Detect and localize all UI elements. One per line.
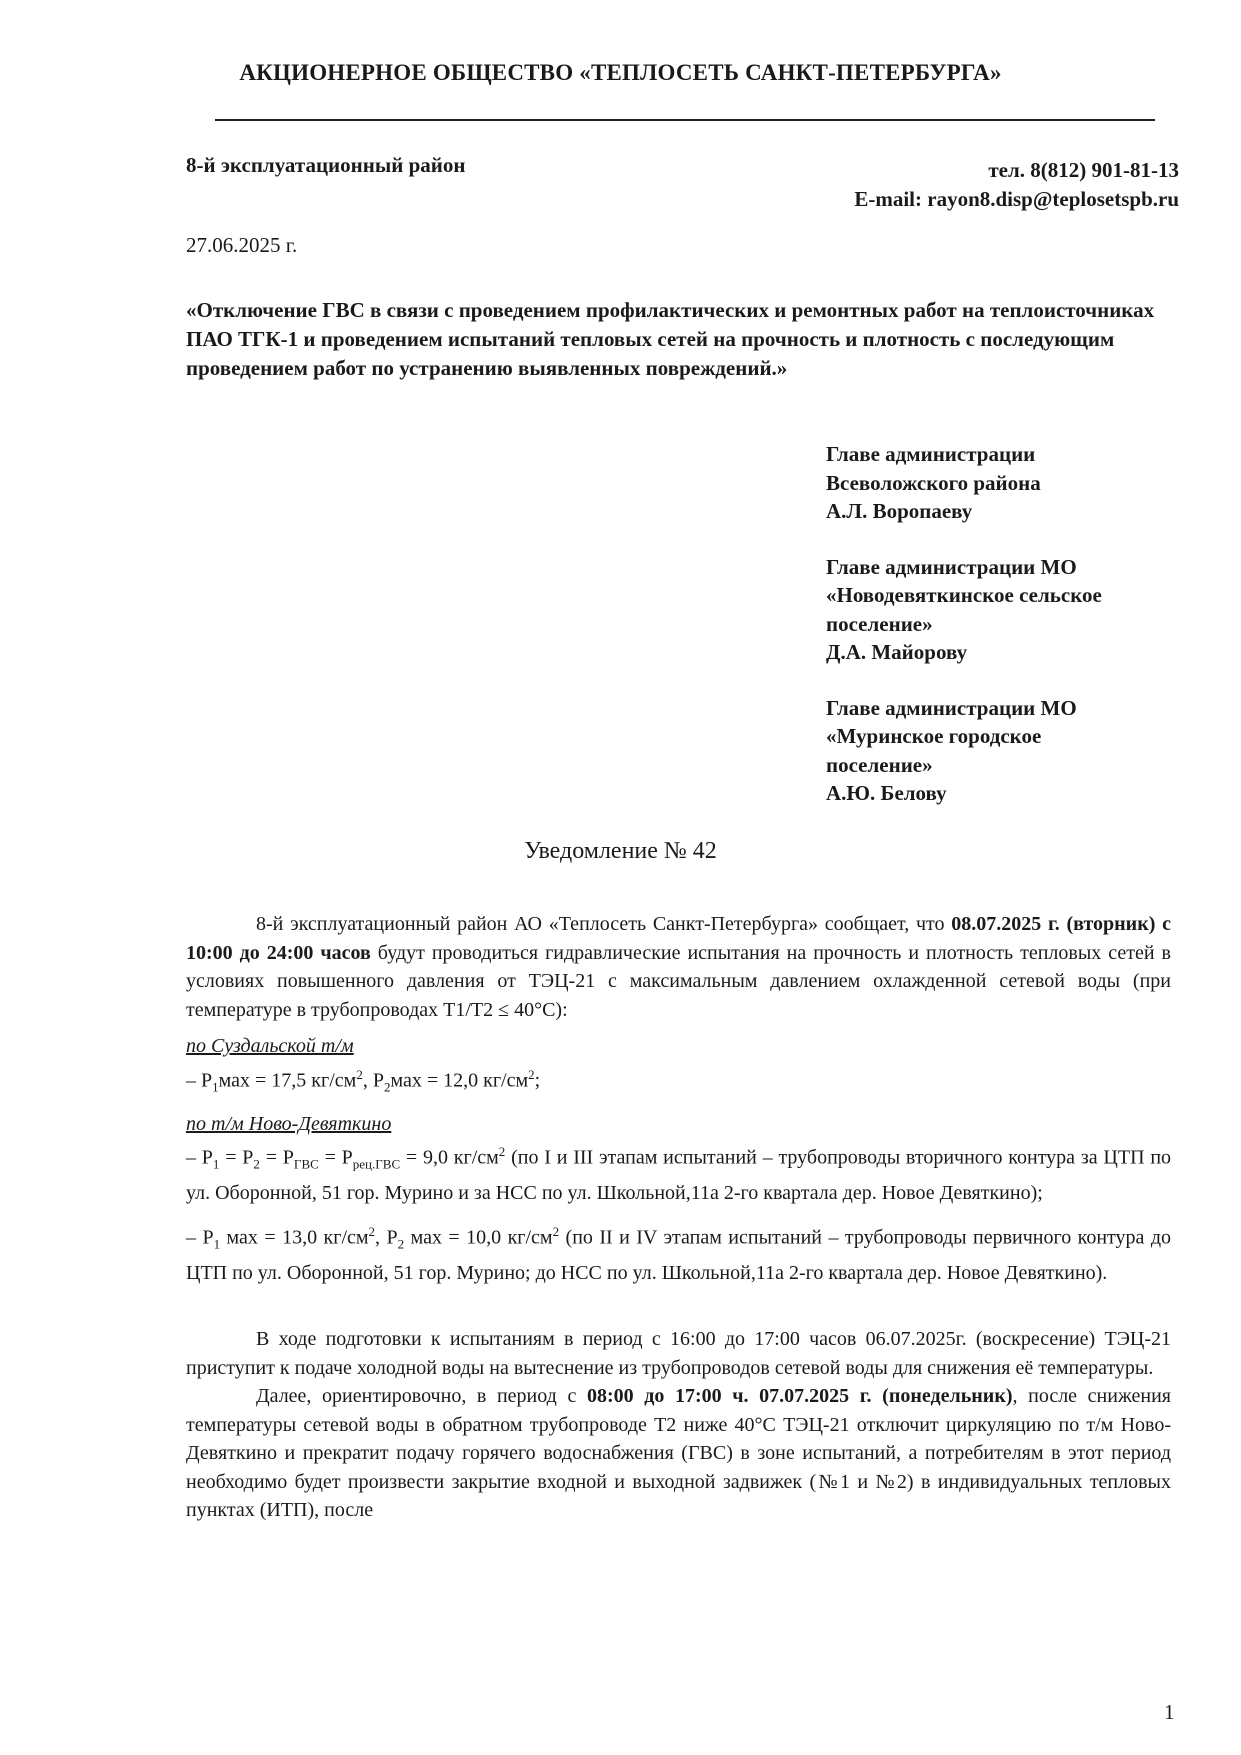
letter-date: 27.06.2025 г. bbox=[186, 233, 298, 257]
subscript: ГВС bbox=[293, 1156, 319, 1172]
text-span: ; bbox=[534, 1069, 541, 1092]
section-heading-novo-devyatkino: по т/м Ново-Девяткино bbox=[186, 1112, 392, 1135]
letter-subject: «Отключение ГВС в связи с проведением профилактических и ремонтных работ на теплоисточниках ПАО ТГК-1 и проведением испытаний тепловых сетей на прочность и плотность с последующим проведением работ по устранению выявленных повреждений.» bbox=[186, 298, 1155, 380]
subscript: 2 bbox=[397, 1236, 405, 1252]
bold-date-span: 08.07.2025 г. (вторник) с 10:00 до 24:00 часов bbox=[186, 913, 1171, 964]
subscript: 2 bbox=[383, 1079, 391, 1095]
recipients-block bbox=[826, 440, 1102, 835]
superscript: 2 bbox=[552, 1223, 560, 1239]
subscript: рец.ГВС bbox=[352, 1156, 401, 1172]
text-span: мах = 10,0 кг/см bbox=[404, 1226, 553, 1249]
text-span: – bbox=[186, 1069, 201, 1092]
superscript: 2 bbox=[498, 1144, 506, 1160]
text-span: , P bbox=[362, 1069, 384, 1092]
text-span: Далее, ориентировочно, в период с bbox=[256, 1385, 587, 1408]
letter-body bbox=[186, 910, 1171, 1525]
text-span: P bbox=[201, 1069, 213, 1092]
paragraph-preparation: В ходе подготовки к испытаниям в период с 16:00 до 17:00 часов 06.07.2025г. (воскресение) ТЭЦ-21 приступит к подаче холодной воды на вытеснение из трубопроводов сетевой воды для снижения её температуры. bbox=[186, 1328, 1171, 1379]
recipient bbox=[826, 440, 1102, 526]
recipient-line: поселение» bbox=[826, 611, 933, 636]
text-span: будут проводиться гидравлические испытания на прочность и плотность тепловых сетей в условиях повышенного давления от ТЭЦ-21 с максимальным давлением охлажденной сетевой воды (при температуре в трубопроводах Т1/Т2 ≤ 40°С): bbox=[186, 941, 1171, 1021]
recipient-line: А.Л. Воропаеву bbox=[826, 499, 973, 523]
recipient-line: Главе администрации bbox=[826, 442, 1036, 466]
organization-title: АКЦИОНЕРНОЕ ОБЩЕСТВО «ТЕПЛОСЕТЬ САНКТ-ПЕТЕРБУРГА» bbox=[239, 60, 1002, 85]
subscript: 1 bbox=[212, 1156, 220, 1172]
recipient-line: А.Ю. Белову bbox=[826, 781, 947, 805]
notice-title: Уведомление № 42 bbox=[524, 838, 717, 864]
recipient-line: Всеволожского района bbox=[826, 470, 1041, 495]
recipient bbox=[826, 694, 1102, 808]
contact-block bbox=[854, 156, 1179, 214]
recipient-line: Д.А. Майорову bbox=[826, 640, 968, 664]
section-heading-suzdal: по Суздальской т/м bbox=[186, 1035, 354, 1057]
text-span: 8-й эксплуатационный район АО «Теплосеть Санкт-Петербурга» сообщает, что bbox=[256, 913, 952, 935]
recipient-line: «Новодевяткинское сельское bbox=[826, 583, 1102, 607]
header-rule bbox=[215, 119, 1155, 121]
page-number: 1 bbox=[1164, 1700, 1175, 1724]
pressure-line-stage-2-4 bbox=[186, 1218, 1171, 1288]
text-span: мах = 13,0 кг/см bbox=[220, 1226, 369, 1249]
text-span: (по II и IV этапам испытаний – трубопроводы первичного контура до ЦТП по ул. Оборонной, 51 гор. Мурино; до НСС по ул. Школьной,11а 2-го квартала дер. Новое Девяткино). bbox=[186, 1226, 1172, 1284]
text-span: = P bbox=[259, 1146, 294, 1169]
paragraph-intro bbox=[186, 910, 1171, 1024]
text-span: (по I и III этапам испытаний – трубопроводы вторичного контура за ЦТП по ул. Оборонной, 51 гор. Мурино и за НСС по ул. Школьной,11а 2-го квартала дер. Новое Девяткино); bbox=[186, 1146, 1172, 1205]
bold-date-span: 08:00 до 17:00 ч. 07.07.2025 г. (понедельник) bbox=[586, 1385, 1013, 1408]
phone-number: тел. 8(812) 901-81-13 bbox=[988, 158, 1179, 182]
recipient-line: «Муринское городское bbox=[826, 724, 1042, 748]
text-span: = P bbox=[219, 1146, 254, 1169]
text-span: – P bbox=[186, 1146, 213, 1169]
department-name: 8-й эксплуатационный район bbox=[186, 153, 466, 177]
text-span: = P bbox=[318, 1146, 353, 1169]
subscript: 1 bbox=[213, 1236, 221, 1252]
pressure-line-suzdal bbox=[186, 1061, 1171, 1102]
subscript: 1 bbox=[212, 1079, 219, 1095]
text-span: – P bbox=[186, 1226, 214, 1249]
pressure-line-stage-1-3 bbox=[186, 1138, 1171, 1208]
superscript: 2 bbox=[368, 1223, 376, 1239]
paragraph-shutdown bbox=[186, 1382, 1171, 1525]
recipient-line: Главе администрации МО bbox=[826, 695, 1077, 720]
text-span: мах = 17,5 кг/см bbox=[218, 1069, 357, 1092]
text-span: , P bbox=[375, 1226, 398, 1249]
recipient bbox=[826, 553, 1102, 667]
text-span: мах = 12,0 кг/см bbox=[390, 1069, 529, 1092]
superscript: 2 bbox=[356, 1066, 363, 1082]
subscript: 2 bbox=[253, 1156, 260, 1172]
text-span: , после снижения температуры сетевой воды в обратном трубопроводе Т2 ниже 40°С ТЭЦ-21 отключит циркуляцию по т/м Ново-Девяткино и прекратит подачу горячего водоснабжения (ГВС) в зоне испытаний, а потребителям в этот период необходимо будет произвести закрытие входной и выходной задвижек (№1 и №2) в индивидуальных тепловых пунктах (ИТП), после bbox=[186, 1385, 1171, 1522]
text-span: = 9,0 кг/см bbox=[400, 1146, 499, 1169]
recipient-line: поселение» bbox=[826, 752, 933, 777]
recipient-line: Главе администрации МО bbox=[826, 554, 1077, 579]
email-address: E-mail: rayon8.disp@teplosetspb.ru bbox=[854, 187, 1179, 211]
superscript: 2 bbox=[528, 1066, 535, 1082]
